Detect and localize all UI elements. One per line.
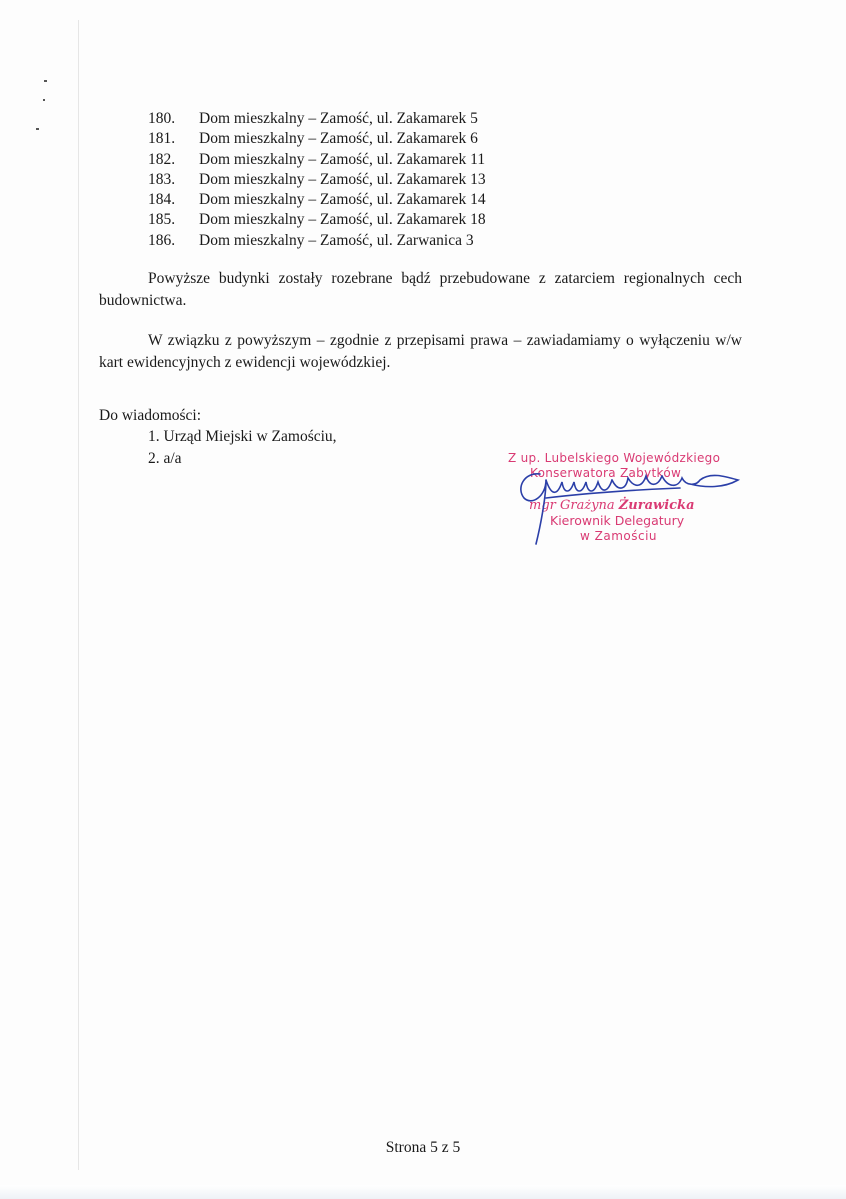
list-item: 183. Dom mieszkalny – Zamość, ul. Zakamarek 13 <box>148 170 486 188</box>
scan-margin-line <box>78 20 79 1170</box>
list-item: 186. Dom mieszkalny – Zamość, ul. Zarwanica 3 <box>148 231 474 249</box>
scan-bottom-edge <box>0 1185 846 1199</box>
list-item: 184. Dom mieszkalny – Zamość, ul. Zakamarek 14 <box>148 191 486 209</box>
list-item: 181. Dom mieszkalny – Zamość, ul. Zakamarek 6 <box>148 130 478 148</box>
distribution-item: 2. a/a <box>148 449 182 467</box>
paragraph-removal-notice: W związku z powyższym – zgodnie z przepisami prawa – zawiadamiamy o wyłączeniu w/w kart ewidencyjnych z ewidencji wojewódzkiej. <box>99 332 742 371</box>
page-number: Strona 5 z 5 <box>385 1139 461 1156</box>
handwritten-signature <box>510 458 750 548</box>
scan-artifact-dot <box>36 128 39 130</box>
list-item: 185. Dom mieszkalny – Zamość, ul. Zakamarek 18 <box>148 211 486 229</box>
stamp-signatory: mgr Grażyna Żurawicka <box>529 498 695 513</box>
list-item: 182. Dom mieszkalny – Zamość, ul. Zakamarek 11 <box>148 150 486 168</box>
stamp-location: w Zamościu <box>580 529 658 543</box>
scan-artifact-dot <box>44 80 47 82</box>
paragraph-demolition-note: Powyższe budynki zostały rozebrane bądź przebudowane z zatarciem regionalnych cech budownictwa. <box>99 270 742 309</box>
list-item: 180. Dom mieszkalny – Zamość, ul. Zakamarek 5 <box>148 110 478 127</box>
distribution-item: 1. Urząd Miejski w Zamościu, <box>148 428 337 445</box>
scan-artifact-dot <box>43 99 45 101</box>
stamp-line: Konserwatora Zabytków <box>530 466 682 480</box>
building-list <box>148 109 648 251</box>
distribution-title: Do wiadomości: <box>99 407 202 424</box>
stamp-line: Z up. Lubelskiego Wojewódzkiego <box>508 451 721 465</box>
distribution-list <box>148 426 337 469</box>
stamp-position: Kierownik Delegatury <box>550 513 685 528</box>
